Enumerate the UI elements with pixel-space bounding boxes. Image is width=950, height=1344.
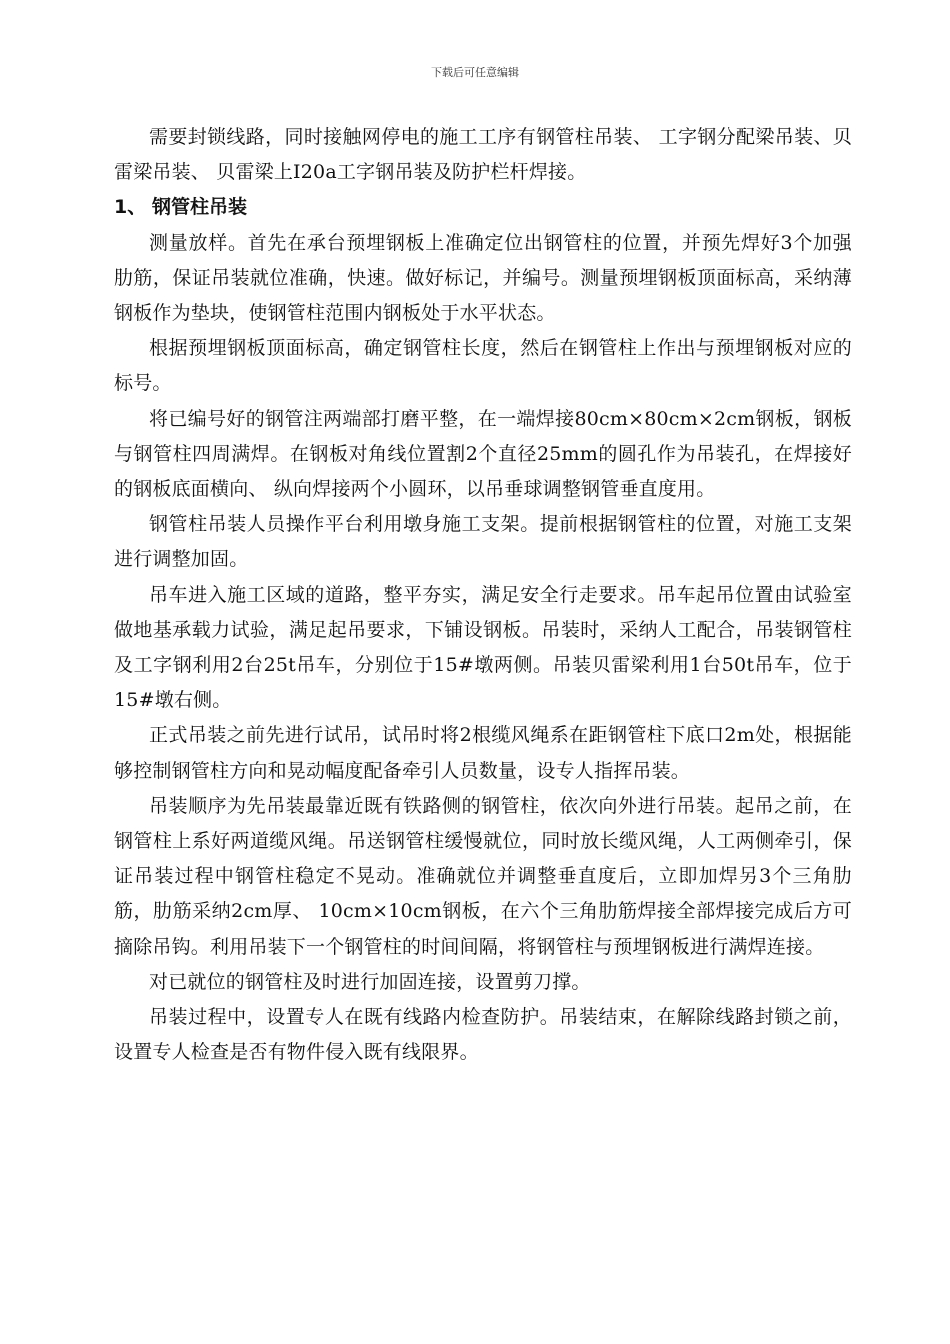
header-note: 下载后可任意编辑 — [431, 66, 519, 79]
paragraph-platform: 钢管柱吊装人员操作平台利用墩身施工支架。提前根据钢管柱的位置，对施工支架进行调整加固。 — [114, 513, 852, 571]
document-body — [114, 120, 852, 1070]
paragraph-safety-check: 吊装过程中，设置专人在既有线路内检查防护。吊装结束，在解除线路封锁之前，设置专人检查是否有物件侵入既有线限界。 — [114, 1006, 852, 1064]
paragraph-lifting-sequence: 吊装顺序为先吊装最靠近既有铁路侧的钢管柱，依次向外进行吊装。起吊之前，在钢管柱上系好两道缆风绳。吊送钢管柱缓慢就位，同时放长缆风绳，人工两侧牵引，保证吊装过程中钢管柱稳定不晃动。准确就位并调整垂直度后，立即加焊另3个三角肋筋，肋筋采纳2cm厚、 10cm×10cm钢板，在六个三角肋筋焊接全部焊接完成后方可摘除吊钩。利用吊装下一个钢管柱的时间间隔，将钢管柱与预埋钢板进行满焊连接。 — [114, 794, 852, 958]
paragraph-crane: 吊车进入施工区域的道路，整平夯实，满足安全行走要求。吊车起吊位置由试验室做地基承载力试验，满足起吊要求，下铺设钢板。吊装时，采纳人工配合，吊装钢管柱及工字钢利用2台25t吊车，分别位于15#墩两侧。吊装贝雷梁利用1台50t吊车，位于15#墩右侧。 — [114, 583, 852, 712]
section-title: 钢管柱吊装 — [152, 196, 248, 219]
intro-paragraph: 需要封锁线路，同时接触网停电的施工工序有钢管柱吊装、 工字钢分配梁吊装、贝雷梁吊装、 贝雷梁上I20a工字钢吊装及防护栏杆焊接。 — [114, 126, 852, 184]
paragraph-length: 根据预埋钢板顶面标高，确定钢管柱长度，然后在钢管柱上作出与预埋钢板对应的标号。 — [114, 337, 852, 395]
paragraph-plate-welding: 将已编号好的钢管注两端部打磨平整，在一端焊接80cm×80cm×2cm钢板，钢板与钢管柱四周满焊。在钢板对角线位置割2个直径25mm的圆孔作为吊装孔，在焊接好的钢板底面横向、 纵向焊接两个小圆环，以吊垂球调整钢管垂直度用。 — [114, 407, 852, 501]
paragraph-trial-lift: 正式吊装之前先进行试吊，试吊时将2根缆风绳系在距钢管柱下底口2m处，根据能够控制钢管柱方向和晃动幅度配备牵引人员数量，设专人指挥吊装。 — [114, 724, 852, 782]
paragraph-survey: 测量放样。首先在承台预埋钢板上准确定位出钢管柱的位置，并预先焊好3个加强肋筋，保证吊装就位准确，快速。做好标记，并编号。测量预埋钢板顶面标高，采纳薄钢板作为垫块，使钢管柱范围内钢板处于水平状态。 — [114, 231, 852, 325]
section-number: 1、 — [114, 196, 147, 219]
paragraph-bracing: 对已就位的钢管柱及时进行加固连接，设置剪刀撑。 — [149, 970, 591, 993]
section-heading — [114, 190, 852, 225]
